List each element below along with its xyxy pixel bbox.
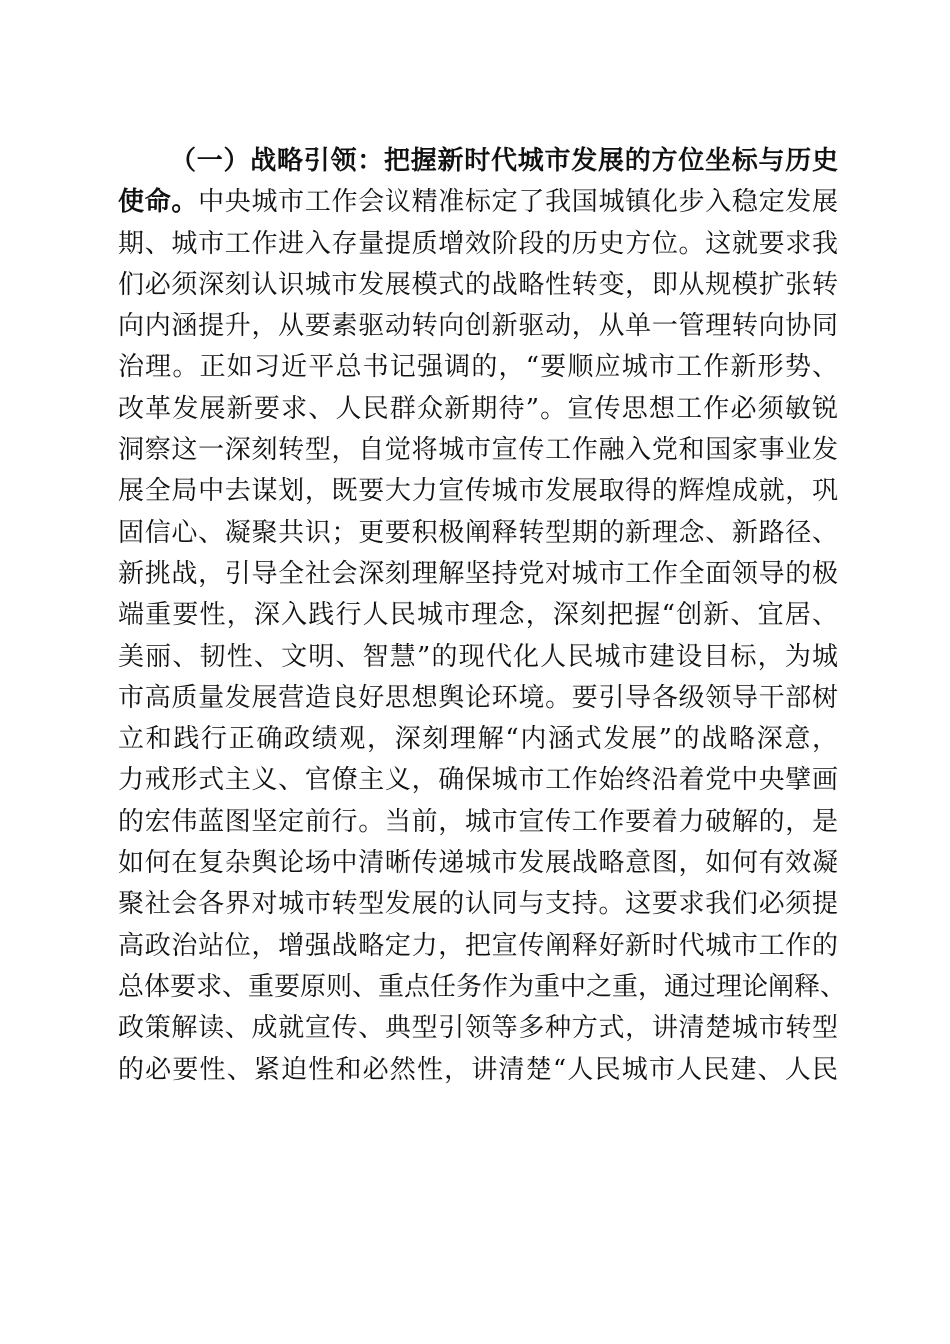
paragraph-line: 的必要性、紧迫性和必然性，讲清楚“人民城市人民建、人民 — [118, 1054, 838, 1085]
paragraph-line: 新挑战，引导全社会深刻理解坚持党对城市工作全面领导的极 — [118, 558, 838, 589]
paragraph-line: 如何在复杂舆论场中清晰传递城市发展战略意图，如何有效凝 — [118, 848, 838, 879]
paragraph-line: 展全局中去谋划，既要大力宣传城市发展取得的辉煌成就，巩 — [118, 476, 838, 507]
paragraph-line: 期、城市工作进入存量提质增效阶段的历史方位。这就要求我 — [118, 228, 838, 259]
paragraph-line: 向内涵提升，从要素驱动转向创新驱动，从单一管理转向协同 — [118, 311, 838, 342]
section-heading-tail: 使命。 — [118, 187, 199, 218]
paragraph-line: 聚社会各界对城市转型发展的认同与支持。这要求我们必须提 — [118, 889, 838, 920]
paragraph-line: 美丽、韧性、文明、智慧”的现代化人民城市建设目标，为城 — [118, 641, 838, 672]
paragraph-line: 高政治站位，增强战略定力，把宣传阐释好新时代城市工作的 — [118, 930, 838, 961]
paragraph-line: 的宏伟蓝图坚定前行。当前，城市宣传工作要着力破解的，是 — [118, 806, 838, 837]
body-paragraph — [118, 141, 847, 1091]
paragraph-line: 端重要性，深入践行人民城市理念，深刻把握“创新、宜居、 — [118, 600, 838, 631]
paragraph-line: 总体要求、重要原则、重点任务作为重中之重，通过理论阐释、 — [118, 971, 847, 1002]
paragraph-line — [118, 141, 838, 182]
paragraph-line — [118, 182, 838, 223]
paragraph-line: 立和践行正确政绩观，深刻理解“内涵式发展”的战略深意， — [118, 724, 838, 755]
paragraph-line: 治理。正如习近平总书记强调的，“要顺应城市工作新形势、 — [118, 352, 838, 383]
paragraph-line: 固信心、凝聚共识；更要积极阐释转型期的新理念、新路径、 — [118, 517, 838, 548]
paragraph-line: 改革发展新要求、人民群众新期待”。宣传思想工作必须敏锐 — [118, 393, 838, 424]
paragraph-line: 力戒形式主义、官僚主义，确保城市工作始终沿着党中央擘画 — [118, 765, 838, 796]
paragraph-line: 们必须深刻认识城市发展模式的战略性转变，即从规模扩张转 — [118, 269, 838, 300]
section-heading: （一）战略引领：把握新时代城市发展的方位坐标与历史 — [170, 146, 838, 176]
paragraph-text: 中央城市工作会议精准标定了我国城镇化步入稳定发展 — [198, 187, 838, 218]
paragraph-line: 市高质量发展营造良好思想舆论环境。要引导各级领导干部树 — [118, 682, 838, 713]
paragraph-line: 政策解读、成就宣传、典型引领等多种方式，讲清楚城市转型 — [118, 1013, 838, 1044]
paragraph-line: 洞察这一深刻转型，自觉将城市宣传工作融入党和国家事业发 — [118, 435, 838, 466]
